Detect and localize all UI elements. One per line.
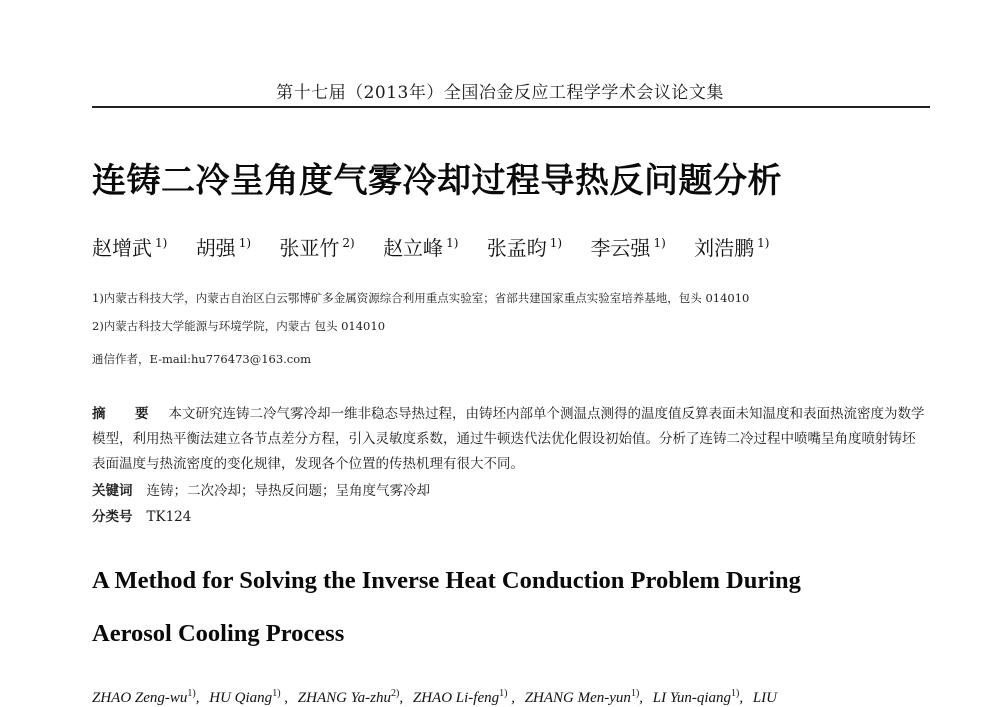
author-cn: 刘浩鹏 $^{1)}$ — [694, 236, 770, 260]
author-en: LIU — [752, 690, 778, 706]
classification-text: TK124 — [146, 509, 192, 525]
classification-label: 分类号 — [92, 509, 133, 525]
affiliation-2: 2)内蒙古科技大学能源与环境学院，内蒙古 包头 014010 — [92, 319, 386, 333]
affiliation-1: 1)内蒙古科技大学，内蒙古自治区白云鄂博矿多金属资源综合利用重点实验室；省部共建国家重点实验室培养基地，包头 014010 — [92, 291, 750, 305]
author-cn: 赵立峰 $^{1)}$ — [383, 236, 459, 260]
author-en: ZHANG Men-yun$^{1)}$, — [524, 688, 644, 706]
proceedings-header: 第十七届（2013年）全国冶金反应工程学学术会议论文集 — [276, 83, 724, 103]
author-en: ZHAO Zeng-$wu^{1)}$, — [92, 688, 200, 706]
author-list-cn — [92, 232, 791, 261]
author-cn: 李云强 $^{1)}$ — [590, 236, 666, 260]
keywords-text: 连铸；二次冷却；导热反问题；呈角度气雾冷却 — [146, 483, 430, 499]
abstract — [92, 402, 928, 477]
author-en: ZHAO Li-feng$^{1)}$ , — [412, 688, 515, 706]
keywords-row — [92, 479, 430, 499]
author-en: LI Yun-qiang$^{1)}$, — [652, 688, 744, 706]
abstract-label: 摘 要 — [92, 406, 157, 422]
author-en: HU Qiang$^{1)}$ , — [209, 688, 289, 706]
paper-title-en-line2: Aerosol Cooling Process — [92, 620, 345, 647]
author-cn: 张孟昀 $^{1)}$ — [486, 236, 563, 260]
author-cn: 张亚竹 $^{2)}$ — [279, 236, 355, 260]
author-list-en — [92, 688, 783, 707]
keywords-label: 关键词 — [92, 483, 133, 499]
author-en: ZHANG Ya-zhu$^{2)}$, — [297, 688, 404, 706]
corresponding-author: 通信作者，E-mail:hu776473@163.com — [92, 352, 312, 366]
classification-row — [92, 505, 191, 525]
header-rule — [92, 106, 930, 108]
author-cn: 赵增武 $^{1)}$ — [92, 236, 168, 260]
author-cn: 胡强 $^{1)}$ — [195, 236, 252, 260]
paper-title-en-line1: A Method for Solving the Inverse Heat Conduction Problem During — [92, 567, 801, 594]
paper-title-cn: 连铸二冷呈角度气雾冷却过程导热反问题分析 — [92, 161, 782, 201]
abstract-text: 本文研究连铸二冷气雾冷却一维非稳态导热过程，由铸坯内部单个测温点测得的温度值反算表面未知温度和表面热流密度为数学模型，利用热平衡法建立各节点差分方程，引入灵敏度系数，通过牛顿迭代法优化假设初始值。分析了连铸二冷过程中喷嘴呈角度喷射铸坯表面温度与热流密度的变化规律，发现各个位置的传热机理有很大不同。 — [92, 406, 925, 472]
